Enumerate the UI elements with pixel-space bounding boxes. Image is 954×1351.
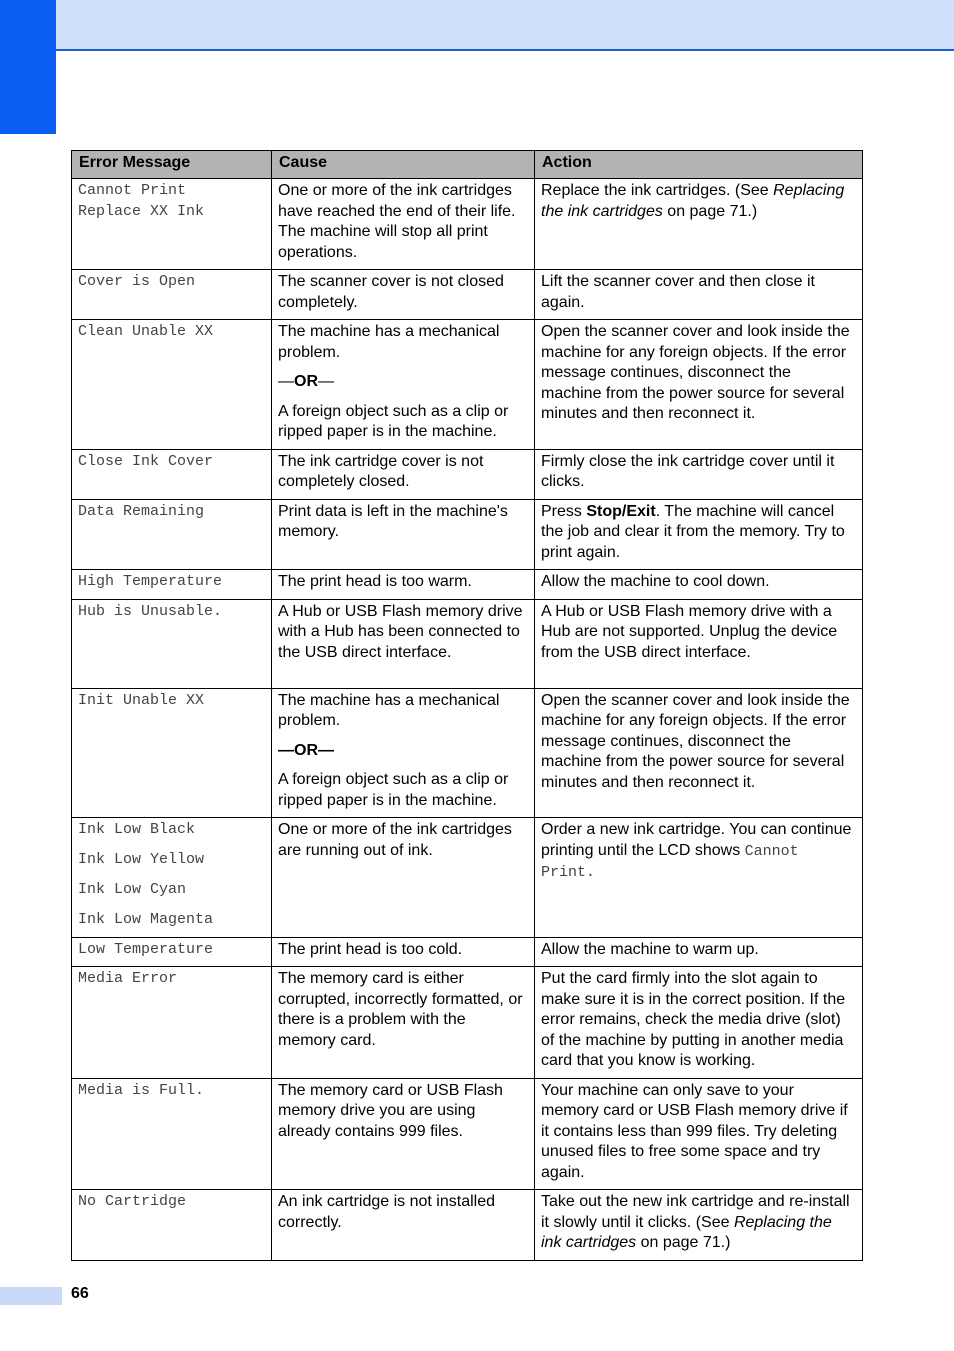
action-text: on page 71.) (662, 202, 758, 220)
stop-exit-key-label: Stop/Exit (586, 502, 656, 520)
error-message-cell (72, 599, 272, 688)
table-row (72, 179, 863, 270)
cause-text: A foreign object such as a clip or ripped paper is in the machine. (278, 402, 509, 440)
error-message-text: Hub is Unusable. (78, 602, 223, 620)
action-cell (535, 818, 863, 938)
error-message-text: Replace XX Ink (78, 202, 205, 220)
action-cell: Allow the machine to warm up. (535, 937, 863, 967)
page-number: 66 (71, 1285, 89, 1302)
table-row (72, 1078, 863, 1190)
page-header-band (0, 0, 954, 51)
error-message-cell (72, 499, 272, 570)
action-cell: Open the scanner cover and look inside the machine for any foreign objects. If the error message continues, disconnect the machine from the power source for several minutes and then reconnect it. (535, 320, 863, 450)
error-message-text: Ink Low Cyan (78, 881, 187, 898)
table-row (72, 1190, 863, 1261)
action-cell: A Hub or USB Flash memory drive with a Hub are not supported. Unplug the device from the USB direct interface. (535, 599, 863, 688)
footer-page-bar (0, 1287, 62, 1305)
cause-cell: A Hub or USB Flash memory drive with a Hub has been connected to the USB direct interface. (272, 599, 535, 688)
cause-cell (272, 688, 535, 818)
cause-cell: The memory card or USB Flash memory drive you are using already contains 999 files. (272, 1078, 535, 1190)
action-cell: Open the scanner cover and look inside the machine for any foreign objects. If the error message continues, disconnect the machine from the power source for several minutes and then reconnect it. (535, 688, 863, 818)
cross-reference-link-text: Replacing the ink cartridges (541, 182, 845, 220)
error-message-cell (72, 818, 272, 938)
cause-cell: One or more of the ink cartridges have reached the end of their life. The machine will stop all print operations. (272, 179, 535, 270)
error-message-text: Ink Low Black (78, 821, 196, 838)
error-message-text: Cannot Print (78, 182, 187, 199)
error-message-cell (72, 570, 272, 600)
cause-cell: The scanner cover is not closed completely. (272, 270, 535, 320)
error-message-cell (72, 688, 272, 818)
error-message-table (71, 150, 863, 1261)
table-row (72, 818, 863, 938)
lcd-message-text: Cannot Print (541, 842, 799, 881)
error-message-text: Media Error (78, 970, 178, 987)
table-row (72, 570, 863, 600)
column-header-cause: Cause (272, 151, 535, 179)
action-cell: Lift the scanner cover and then close it again. (535, 270, 863, 320)
table-row (72, 599, 863, 688)
action-cell (535, 499, 863, 570)
error-message-text: Close Ink Cover (78, 452, 214, 470)
action-cell: Put the card firmly into the slot again to make sure it is in the correct position. If the error remains, check the media drive (slot) of the machine by putting in another media card that you know is working. (535, 967, 863, 1079)
table-row (72, 449, 863, 499)
action-text: Replace the ink cartridges. (See (541, 182, 774, 199)
table-row (72, 320, 863, 450)
table-row (72, 270, 863, 320)
cause-cell: The memory card is either corrupted, incorrectly formatted, or there is a problem with the memory card. (272, 967, 535, 1079)
error-message-cell (72, 1078, 272, 1190)
error-message-text: High Temperature (78, 573, 223, 590)
table-row (72, 937, 863, 967)
action-text: . The machine will cancel the job and clear it from the memory. Try to print again. (541, 502, 845, 561)
cause-cell: The print head is too warm. (272, 570, 535, 600)
error-message-cell (72, 1190, 272, 1261)
error-message-text: Media is Full. (78, 1081, 205, 1099)
cause-cell: The ink cartridge cover is not completely closed. (272, 449, 535, 499)
action-cell: Allow the machine to cool down. (535, 570, 863, 600)
error-message-text: Ink Low Yellow (78, 851, 205, 868)
error-message-cell (72, 449, 272, 499)
error-message-text: Data Remaining (78, 502, 205, 520)
cause-text: The machine has a mechanical problem. (278, 323, 500, 361)
error-message-text: Cover is Open (78, 273, 196, 290)
error-message-cell (72, 270, 272, 320)
table-header-row (72, 151, 863, 179)
or-separator: —OR— (278, 373, 334, 390)
error-message-text: Init Unable XX (78, 691, 205, 709)
cause-cell: One or more of the ink cartridges are running out of ink. (272, 818, 535, 938)
error-message-cell (72, 937, 272, 967)
table-row (72, 499, 863, 570)
action-cell (535, 1190, 863, 1261)
action-cell: Your machine can only save to your memory card or USB Flash memory drive if it contains less than 999 files. Try deleting unused files to free some space and try again. (535, 1078, 863, 1190)
chapter-tab (0, 0, 56, 134)
column-header-action: Action (535, 151, 863, 179)
cause-text: The machine has a mechanical problem. (278, 691, 500, 729)
cross-reference-link-text: Replacing the ink cartridges (541, 1213, 832, 1251)
action-cell (535, 179, 863, 270)
table-row (72, 688, 863, 818)
error-message-text: Low Temperature (78, 940, 214, 958)
action-text: on page 71.) (636, 1234, 731, 1251)
action-text: Take out the new ink cartridge and re-install it slowly until it clicks. (See (541, 1193, 850, 1231)
cause-cell: An ink cartridge is not installed correctly. (272, 1190, 535, 1261)
action-text: . (586, 864, 596, 881)
action-cell: Firmly close the ink cartridge cover until it clicks. (535, 449, 863, 499)
action-text: Press (541, 502, 587, 520)
or-separator: —OR— (278, 741, 334, 759)
column-header-error-message: Error Message (72, 151, 272, 179)
error-message-cell (72, 179, 272, 270)
cause-cell: The print head is too cold. (272, 937, 535, 967)
error-message-cell (72, 320, 272, 450)
error-message-text: Ink Low Magenta (78, 911, 214, 928)
cause-cell: Print data is left in the machine's memory. (272, 499, 535, 570)
error-message-cell (72, 967, 272, 1079)
cause-text: A foreign object such as a clip or ripped paper is in the machine. (278, 771, 509, 809)
table-row (72, 967, 863, 1079)
cause-cell (272, 320, 535, 450)
error-message-text: No Cartridge (78, 1193, 187, 1210)
error-message-text: Clean Unable XX (78, 323, 214, 340)
action-text: Order a new ink cartridge. You can continue printing until the LCD shows (541, 821, 852, 859)
